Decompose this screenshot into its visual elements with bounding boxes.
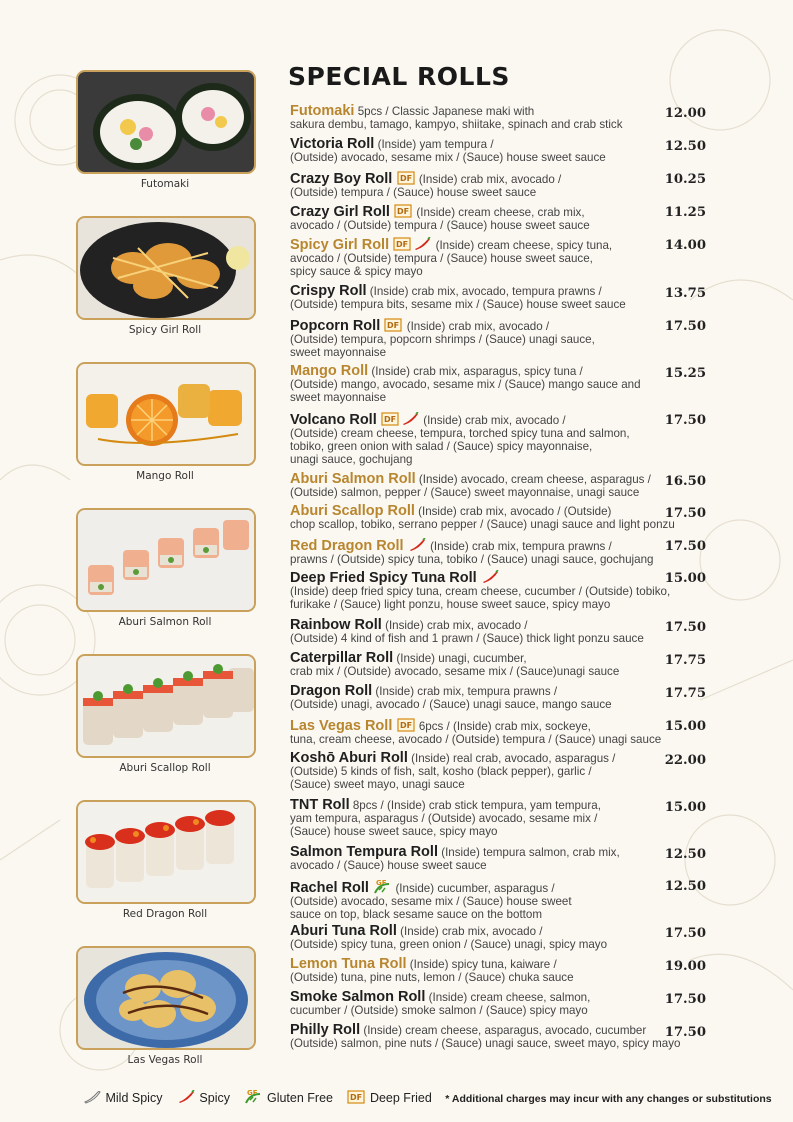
df-icon [393,237,411,251]
menu-item-name: Rainbow Roll [290,617,382,633]
menu-item-name: Salmon Tempura Roll [290,844,438,860]
menu-item-first-line [290,138,710,151]
menu-item-name: Spicy Girl Roll [290,237,390,253]
legend-deep-fried [346,1090,431,1105]
menu-item-price: 15.00 [664,719,706,734]
svg-text:DF: DF [397,207,410,216]
menu-item-price: 22.00 [664,753,706,768]
menu-item-first-line [290,878,710,895]
menu-item-description: (Outside) unagi, avocado / (Sauce) unagi sauce, mango sauce [290,698,612,711]
menu-item-salmon-tempura-roll [290,846,710,872]
menu-item-description: (Sauce) sweet mayo, unagi sauce [290,778,465,791]
menu-item-philly-roll [290,1024,710,1050]
menu-item-name: Caterpillar Roll [290,650,394,666]
menu-item-first-line [290,799,710,812]
menu-item-price: 15.25 [664,366,706,381]
menu-item-description: (Inside) crab mix, asparagus, spicy tuna / [371,365,583,378]
menu-item-deep-fried-spicy-tuna-roll [290,570,710,611]
menu-item-description: sauce on top, black sesame sauce on the bottom [290,908,542,921]
menu-item-mango-roll [290,365,710,404]
menu-item-first-line [290,652,710,665]
menu-item-name: Koshō Aburi Roll [290,750,408,766]
menu-item-description: (Outside) 4 kind of fish and 1 prawn / (Sauce) thick light ponzu sauce [290,632,644,645]
menu-item-description: (Outside) tuna, pine nuts, lemon / (Sauce) chuka sauce [290,971,574,984]
menu-item-name: Popcorn Roll [290,318,381,334]
menu-item-description: (Inside) crab mix, tempura prawns / [375,685,558,698]
menu-item-description: (Outside) tempura bits, sesame mix / (Sauce) house sweet sauce [290,298,626,311]
menu-item-name: Futomaki [290,103,355,119]
legend-mild-spicy [82,1090,162,1105]
menu-item-name: Crazy Girl Roll [290,204,390,220]
menu-item-price: 16.50 [664,474,706,489]
menu-item-description: (Inside) crab mix, avocado / [400,925,543,938]
menu-item-price: 17.75 [664,653,706,668]
menu-item-price: 14.00 [664,238,706,253]
menu-item-spicy-girl-roll [290,237,710,278]
menu-item-description: (Outside) avocado, sesame mix / (Sauce) house sweet sauce [290,151,606,164]
menu-item-name: Aburi Scallop Roll [290,503,415,519]
menu-item-crazy-boy-roll [290,171,710,199]
menu-item-description: yam tempura, asparagus / (Outside) avocado, sesame mix / [290,812,598,825]
menu-item-description: 6pcs / (Inside) crab mix, sockeye, [418,720,591,733]
menu-item-first-line [290,570,710,585]
menu-item-first-line [290,1024,710,1037]
menu-item-volcano-roll [290,412,710,466]
menu-item-description: (Inside) crab mix, tempura prawns / [430,540,612,553]
svg-text:GF: GF [247,1089,259,1097]
menu-item-name: Victoria Roll [290,136,375,152]
menu-item-price: 12.00 [664,106,706,121]
menu-item-price: 15.00 [664,800,706,815]
menu-item-price: 10.25 [664,172,706,187]
menu-item-description: (Sauce) house sweet sauce, spicy mayo [290,825,498,838]
menu-item-price: 12.50 [664,139,706,154]
menu-item-name: Crazy Boy Roll [290,171,393,187]
photo-caption: Aburi Scallop Roll [119,762,211,774]
chili-icon [408,538,426,552]
menu-item-first-line [290,473,710,486]
menu-item-name: TNT Roll [290,797,350,813]
menu-item-tnt-roll [290,799,710,838]
menu-item-first-line [290,365,710,378]
menu-item-name: Lemon Tuna Roll [290,956,407,972]
menu-item-name: Dragon Roll [290,683,373,699]
menu-item-price: 19.00 [664,959,706,974]
menu-item-first-line [290,619,710,632]
photo-mango-roll [76,362,256,466]
menu-item-first-line [290,204,710,219]
menu-item-description: sweet mayonnaise [290,391,387,404]
svg-text:GF: GF [376,879,387,887]
legend-note: * Additional charges may incur with any changes or substitutions [445,1093,772,1105]
menu-item-name: Smoke Salmon Roll [290,989,426,1005]
menu-item-description: (Outside) cream cheese, tempura, torched spicy tuna and salmon, [290,427,630,440]
menu-item-first-line [290,685,710,698]
menu-item-price: 17.50 [664,413,706,428]
menu-item-dragon-roll [290,685,710,711]
photo-caption: Futomaki [140,178,190,190]
menu-item-crazy-girl-roll [290,204,710,232]
menu-item-description: (Outside) spicy tuna, green onion / (Sauce) unagi, spicy mayo [290,938,608,951]
menu-item-victoria-roll [290,138,710,164]
df-icon [397,171,415,185]
menu-item-price: 17.50 [664,506,706,521]
photo-caption: Red Dragon Roll [122,908,208,920]
menu-item-description: spicy sauce & spicy mayo [290,265,423,278]
menu-item-description: cucumber / (Outside) smoke salmon / (Sauce) spicy mayo [290,1004,588,1017]
chili-icon [413,237,431,251]
photo-caption: Spicy Girl Roll [128,324,202,336]
menu-item-description: furikake / (Sauce) light ponzu, house sweet sauce, spicy mayo [290,598,611,611]
photo-aburi-scallop-roll [76,654,256,758]
menu-item-name: Crispy Roll [290,283,367,299]
gf-icon [373,878,391,894]
menu-item-description: prawns / (Outside) spicy tuna, tobiko / (Sauce) unagi sauce, gochujang [290,553,654,566]
menu-item-description: (Inside) spicy tuna, kaiware / [409,958,557,971]
menu-item-price: 17.50 [664,992,706,1007]
menu-item-price: 17.75 [664,686,706,701]
menu-item-description: (Outside) tempura, popcorn shrimps / (Sauce) unagi sauce, [290,333,595,346]
svg-text:DF: DF [383,415,397,424]
legend-gluten-free-label: Gluten Free [266,1091,333,1105]
photo-las-vegas-roll [76,946,256,1050]
menu-item-description: (Inside) crab mix, avocado / [418,173,562,186]
menu-item-description: tobiko, green onion with salad / (Sauce) spicy mayonnaise, [290,440,593,453]
legend-spicy [176,1090,230,1105]
menu-item-first-line [290,925,710,938]
menu-item-name: Deep Fried Spicy Tuna Roll [290,570,477,586]
menu-item-price: 17.50 [664,620,706,635]
menu-item-description: (Inside) unagi, cucumber, [396,652,527,665]
photo-caption: Mango Roll [136,470,194,482]
legend-deep-fried-label: Deep Fried [369,1091,432,1105]
menu-item-description: (Outside) avocado, sesame mix / (Sauce) house sweet [290,895,572,908]
menu-item-first-line [290,318,710,333]
menu-item-description: avocado / (Sauce) house sweet sauce [290,859,487,872]
menu-item-first-line [290,538,710,553]
menu-item-red-dragon-roll [290,538,710,566]
photo-caption: Las Vegas Roll [127,1054,203,1066]
menu-item-first-line [290,412,710,427]
legend-mild-spicy-label: Mild Spicy [105,1091,163,1105]
menu-item-name: Philly Roll [290,1022,361,1038]
menu-item-price: 17.50 [664,539,706,554]
menu-item-description: tuna, cream cheese, avocado / (Outside) tempura / (Sauce) unagi sauce [290,733,662,746]
page-title: SPECIAL ROLLS [288,62,510,91]
menu-item-description: unagi sauce, gochujang [290,453,413,466]
df-icon [381,412,399,426]
menu-item-lemon-tuna-roll [290,958,710,984]
menu-item-name: Aburi Tuna Roll [290,923,397,939]
menu-item-name: Volcano Roll [290,412,377,428]
menu-item-first-line [290,752,710,765]
menu-item-description: (Outside) salmon, pepper / (Sauce) sweet mayonnaise, unagi sauce [290,486,640,499]
menu-item-kosh-aburi-roll [290,752,710,791]
legend-spicy-label: Spicy [199,1091,230,1105]
photo-futomaki [76,70,256,174]
menu-item-description: avocado / (Outside) tempura / (Sauce) house sweet sauce [290,219,590,232]
menu-item-price: 17.50 [664,1025,706,1040]
menu-item-first-line [290,718,710,733]
menu-item-price: 17.50 [664,926,706,941]
menu-item-price: 15.00 [664,571,706,586]
df-icon [397,718,415,732]
svg-text:DF: DF [387,321,400,330]
menu-item-description: (Inside) crab mix, avocado / (Outside) [418,505,612,518]
svg-text:DF: DF [399,174,412,183]
menu-item-description: (Inside) cream cheese, spicy tuna, [435,239,613,252]
gf-icon [244,1088,262,1104]
menu-item-popcorn-roll [290,318,710,359]
legend-gluten-free [243,1088,333,1105]
menu-item-description: 5pcs / Classic Japanese maki with [357,105,535,118]
menu-item-description: (Inside) crab mix, avocado / [406,320,550,333]
menu-item-description: (Inside) deep fried spicy tuna, cream cheese, cucumber / (Outside) tobiko, [290,585,671,598]
menu-item-description: chop scallop, tobiko, serrano pepper / (Sauce) unagi sauce and light ponzu [290,518,675,531]
legend [82,1088,772,1105]
menu-item-crispy-roll [290,285,710,311]
menu-item-name: Red Dragon Roll [290,538,404,554]
menu-item-first-line [290,846,710,859]
menu-item-description: 8pcs / (Inside) crab stick tempura, yam tempura, [352,799,601,812]
menu-item-name: Las Vegas Roll [290,718,393,734]
menu-item-description: (Outside) mango, avocado, sesame mix / (Sauce) mango sauce and [290,378,641,391]
df-icon [394,204,412,218]
mild-chili-icon [83,1090,101,1104]
menu-item-aburi-scallop-roll [290,505,710,531]
df-icon [384,318,402,332]
menu-item-description: (Inside) crab mix, avocado, tempura prawns / [369,285,602,298]
menu-item-aburi-salmon-roll [290,473,710,499]
menu-item-description: (Inside) cream cheese, asparagus, avocado, cucumber [363,1024,647,1037]
menu-item-smoke-salmon-roll [290,991,710,1017]
menu-item-price: 12.50 [664,879,706,894]
chili-icon [481,570,499,584]
menu-item-first-line [290,991,710,1004]
menu-item-description: (Inside) tempura salmon, crab mix, [441,846,620,859]
menu-item-first-line [290,105,710,118]
menu-item-first-line [290,237,710,252]
menu-item-description: crab mix / (Outside) avocado, sesame mix / (Sauce)unagi sauce [290,665,620,678]
menu-item-price: 17.50 [664,319,706,334]
svg-text:DF: DF [396,240,409,249]
photo-caption: Aburi Salmon Roll [118,616,212,628]
photo-aburi-salmon-roll [76,508,256,612]
menu-item-description: (Inside) crab mix, avocado / [385,619,528,632]
chili-icon [401,412,419,426]
menu-item-name: Mango Roll [290,363,369,379]
menu-item-name: Aburi Salmon Roll [290,471,416,487]
menu-item-description: (Inside) cucumber, asparagus / [395,882,555,895]
menu-item-description: (Inside) cream cheese, salmon, [428,991,591,1004]
menu-item-las-vegas-roll [290,718,710,746]
menu-item-description: (Outside) salmon, pine nuts / (Sauce) unagi sauce, sweet mayo, spicy mayo [290,1037,681,1050]
menu-item-price: 11.25 [664,205,706,220]
menu-item-description: (Inside) cream cheese, crab mix, [416,206,585,219]
menu-item-description: (Inside) real crab, avocado, asparagus / [411,752,616,765]
menu-item-rachel-roll [290,878,710,921]
menu-item-futomaki [290,105,710,131]
menu-item-rainbow-roll [290,619,710,645]
svg-text:DF: DF [350,1093,363,1102]
menu-item-description: (Inside) avocado, cream cheese, asparagus / [418,473,651,486]
menu-item-description: (Outside) tempura / (Sauce) house sweet sauce [290,186,537,199]
menu-item-description: (Inside) yam tempura / [377,138,494,151]
menu-item-description: (Inside) crab mix, avocado / [423,414,566,427]
menu-item-first-line [290,958,710,971]
menu-item-first-line [290,285,710,298]
svg-text:DF: DF [399,721,412,730]
menu-item-description: sakura dembu, tamago, kampyo, shiitake, spinach and crab stick [290,118,623,131]
chili-icon [177,1090,195,1104]
menu-item-name: Rachel Roll [290,880,369,896]
menu-item-description: (Outside) 5 kinds of fish, salt, kosho (black pepper), garlic / [290,765,592,778]
menu-item-price: 13.75 [664,286,706,301]
menu-item-description: sweet mayonnaise [290,346,387,359]
menu-item-description: avocado / (Outside) tempura / (Sauce) house sweet sauce, [290,252,593,265]
df-icon [347,1090,365,1104]
menu-item-first-line [290,171,710,186]
menu-item-caterpillar-roll [290,652,710,678]
menu-item-aburi-tuna-roll [290,925,710,951]
menu-item-first-line [290,505,710,518]
menu-item-price: 12.50 [664,847,706,862]
photo-red-dragon-roll [76,800,256,904]
photo-spicy-girl-roll [76,216,256,320]
